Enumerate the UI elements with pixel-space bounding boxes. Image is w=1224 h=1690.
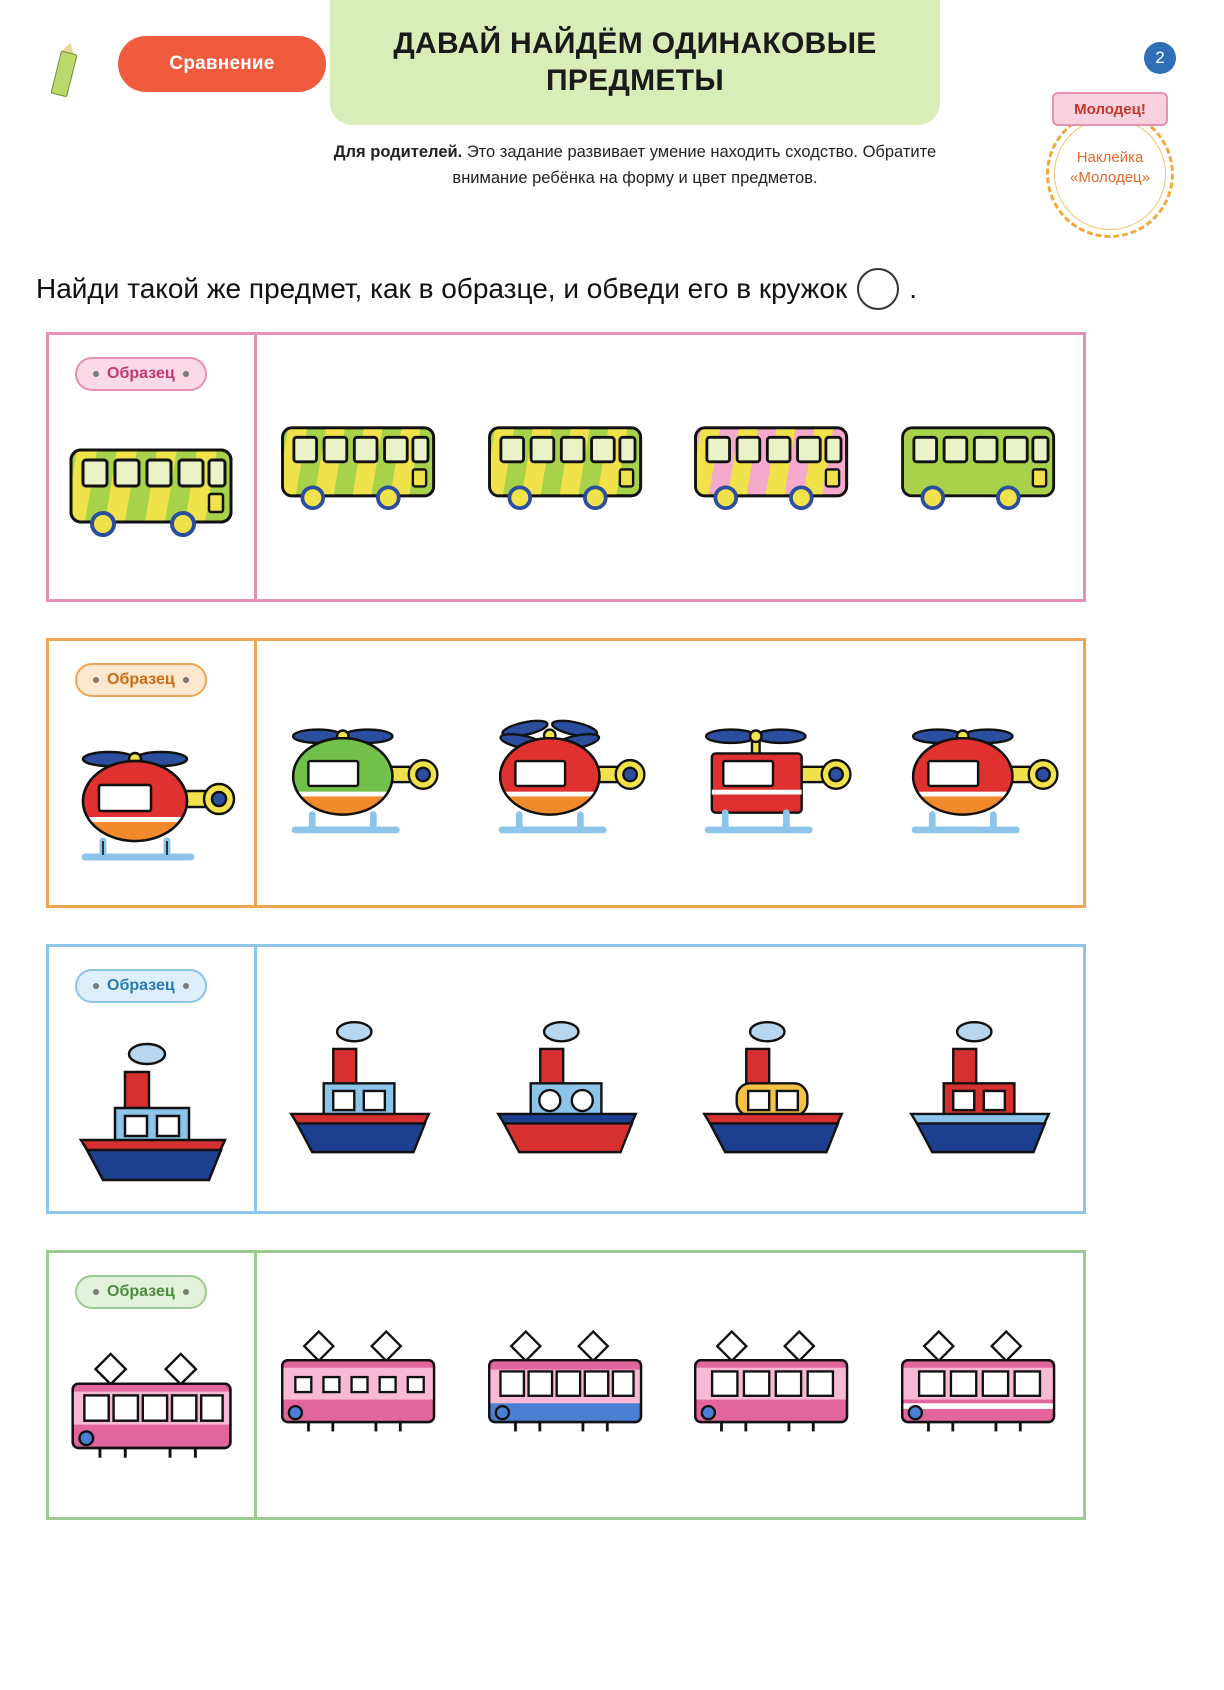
- option-boat-4[interactable]: [890, 984, 1070, 1174]
- title-plate: [330, 0, 940, 125]
- helicopter-red-orange-icon: [63, 723, 243, 873]
- option-boat-3[interactable]: [683, 984, 863, 1174]
- boat-red-cabin-blue-hull-icon: [274, 1002, 446, 1157]
- tram-pink-four-windows-2-icon: [891, 1313, 1069, 1458]
- parents-note: [330, 140, 940, 191]
- boat-red-cabin-blue-hull-icon: [63, 1024, 243, 1184]
- option-bus-1[interactable]: [270, 372, 450, 562]
- sample-cell-boat: [49, 947, 257, 1211]
- instruction-text: Найди такой же предмет, как в образце, и обведи его в кружок: [36, 273, 848, 304]
- option-boat-2[interactable]: [477, 984, 657, 1174]
- sticker-ribbon: [1052, 92, 1168, 126]
- helicopter-red-orange-icon: [894, 701, 1066, 846]
- page-title: ДАВАЙ НАЙДЁМ ОДИНАКОВЫЕ ПРЕДМЕТЫ: [393, 26, 877, 97]
- option-helicopter-3[interactable]: [683, 678, 863, 868]
- tram-pink-small-windows-icon: [271, 1313, 449, 1458]
- option-tram-4[interactable]: [890, 1290, 1070, 1480]
- options-helicopter: [257, 641, 1083, 905]
- option-bus-2[interactable]: [477, 372, 657, 562]
- sample-cell-bus: [49, 335, 257, 599]
- options-bus: [257, 335, 1083, 599]
- option-tram-1[interactable]: [270, 1290, 450, 1480]
- sample-item-tram: [57, 1315, 249, 1505]
- page-header: [0, 0, 1224, 220]
- helicopter-green-orange-icon: [274, 701, 446, 846]
- sample-chip-boat: [75, 969, 207, 1003]
- sticker-placeholder: [1038, 92, 1186, 242]
- sample-chip-bus: [75, 357, 207, 391]
- boat-yellow-cabin-icon: [687, 1002, 859, 1157]
- dot-icon: [93, 1289, 99, 1295]
- bus-green-yellow-stripes-icon: [482, 410, 652, 525]
- sample-chip-label: Образец: [107, 1283, 175, 1300]
- sample-cell-tram: [49, 1253, 257, 1517]
- sample-item-boat: [57, 1009, 249, 1199]
- sample-cell-helicopter: [49, 641, 257, 905]
- boat-round-windows-icon: [481, 1002, 653, 1157]
- helicopter-red-square-body-icon: [687, 701, 859, 846]
- dot-icon: [93, 983, 99, 989]
- instruction-line: [36, 268, 1186, 310]
- sticker-ribbon-label: Молодец!: [1074, 100, 1146, 118]
- task-row-tram: [46, 1250, 1086, 1520]
- sample-chip-helicopter: [75, 663, 207, 697]
- sample-chip-label: Образец: [107, 977, 175, 994]
- instruction-period: .: [909, 273, 918, 304]
- options-boat: [257, 947, 1083, 1211]
- category-tag: [118, 36, 326, 92]
- dot-icon: [183, 983, 189, 989]
- sample-chip-label: Образец: [107, 365, 175, 382]
- option-tram-3[interactable]: [683, 1290, 863, 1480]
- sample-item-helicopter: [57, 703, 249, 893]
- bus-green-yellow-stripes-icon: [63, 432, 243, 552]
- page-number-label: 2: [1155, 48, 1165, 67]
- bus-green-plain-icon: [895, 410, 1065, 525]
- option-bus-4[interactable]: [890, 372, 1070, 562]
- page-number-badge: [1144, 42, 1176, 74]
- boat-red-cabin-blue-lower-icon: [894, 1002, 1066, 1157]
- option-tram-2[interactable]: [477, 1290, 657, 1480]
- option-helicopter-4[interactable]: [890, 678, 1070, 868]
- task-row-boat: [46, 944, 1086, 1214]
- option-helicopter-2[interactable]: [477, 678, 657, 868]
- category-tag-label: Сравнение: [169, 53, 275, 74]
- tram-pink-four-windows-icon: [684, 1313, 862, 1458]
- options-tram: [257, 1253, 1083, 1517]
- helicopter-red-orange-wide-rotor-icon: [481, 701, 653, 846]
- dot-icon: [183, 677, 189, 683]
- bus-green-yellow-stripes-icon: [275, 410, 445, 525]
- task-row-bus: [46, 332, 1086, 602]
- sample-chip-label: Образец: [107, 671, 175, 688]
- tram-pink-big-windows-icon: [61, 1335, 246, 1485]
- circle-icon: [857, 268, 899, 310]
- pencil-icon: [51, 41, 79, 95]
- option-helicopter-1[interactable]: [270, 678, 450, 868]
- bus-pink-yellow-stripes-icon: [688, 410, 858, 525]
- parents-note-label: Для родителей.: [333, 143, 463, 161]
- dot-icon: [93, 371, 99, 377]
- parents-note-text: Это задание развивает умение находить сходство. Обратите внимание ребёнка на форму и цвет предметов.: [452, 143, 937, 187]
- sample-item-bus: [57, 397, 249, 587]
- tram-pink-blue-lower-icon: [478, 1313, 656, 1458]
- dot-icon: [183, 371, 189, 377]
- dot-icon: [183, 1289, 189, 1295]
- task-row-helicopter: [46, 638, 1086, 908]
- dot-icon: [93, 677, 99, 683]
- option-bus-3[interactable]: [683, 372, 863, 562]
- sample-chip-tram: [75, 1275, 207, 1309]
- option-boat-1[interactable]: [270, 984, 450, 1174]
- sticker-label: Наклейка «Молодец»: [1070, 149, 1150, 187]
